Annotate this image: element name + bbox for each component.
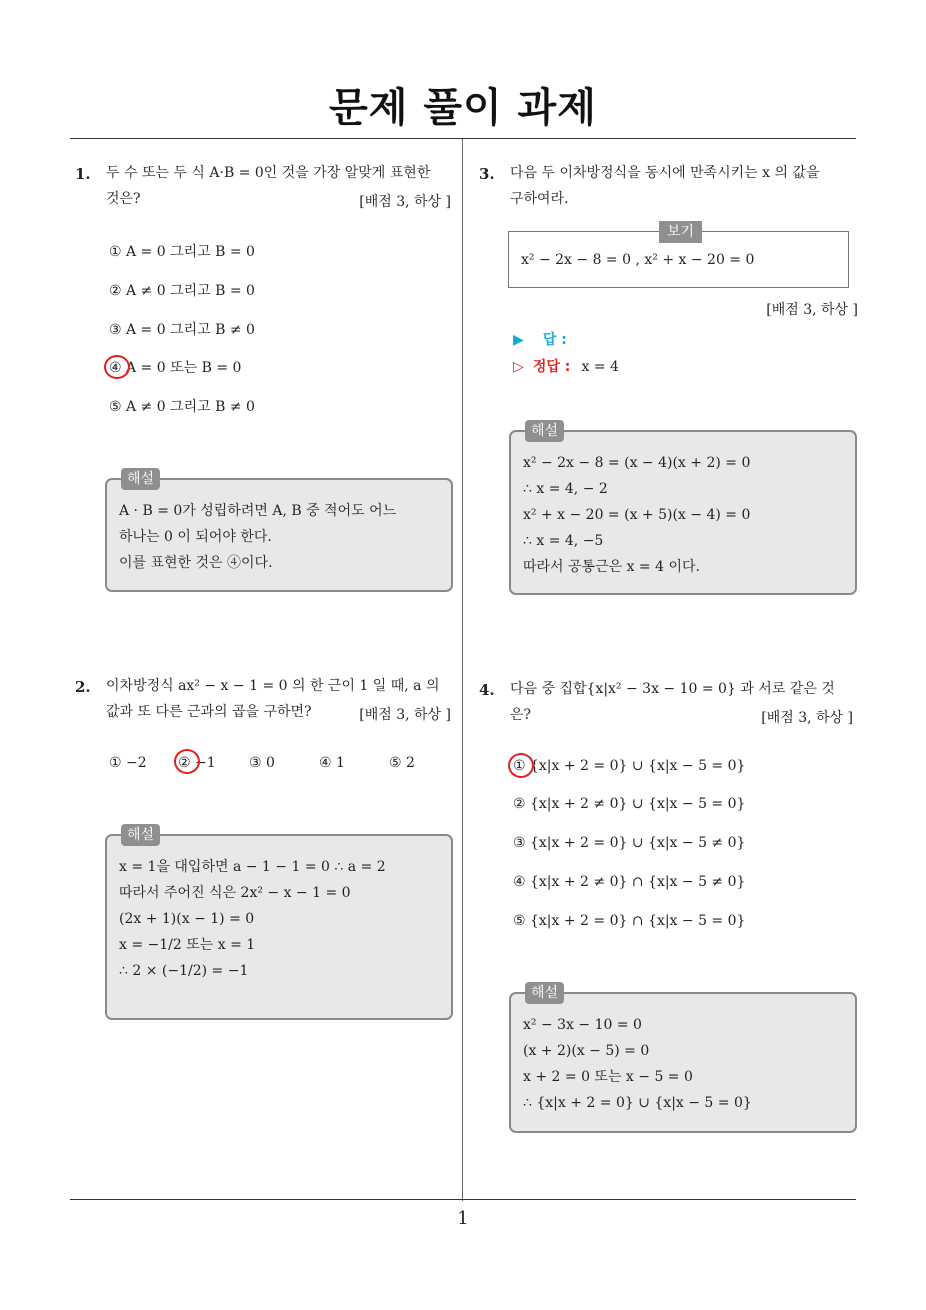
question-text-line-2: 값과 또 다른 근과의 곱을 구하면? xyxy=(106,704,312,720)
question-number: 2. xyxy=(75,678,91,696)
score-label: [배점 3, 하상 ] xyxy=(359,194,451,210)
choice-3[interactable]: ③ 0 xyxy=(249,755,275,771)
header-divider xyxy=(70,138,856,139)
choice-2[interactable]: ② A ≠ 0 그리고 B = 0 xyxy=(109,283,255,299)
solution-line: (2x + 1)(x − 1) = 0 xyxy=(119,911,255,927)
question-number: 1. xyxy=(75,165,91,183)
solution-line: x + 2 = 0 또는 x − 5 = 0 xyxy=(523,1069,693,1085)
solution-line: x² − 3x − 10 = 0 xyxy=(523,1017,642,1033)
selected-answer-circle xyxy=(174,749,200,774)
question-text-line-1: 이차방정식 ax² − x − 1 = 0 의 한 근이 1 일 때, a 의 xyxy=(106,678,440,694)
solution-label: 해설 xyxy=(525,420,564,442)
solution-box-1 xyxy=(105,471,453,592)
solution-line: x² − 2x − 8 = (x − 4)(x + 2) = 0 xyxy=(523,455,751,471)
question-number: 3. xyxy=(479,165,495,183)
choice-5[interactable]: ⑤ A ≠ 0 그리고 B ≠ 0 xyxy=(109,399,255,415)
selected-answer-circle xyxy=(508,753,534,778)
correct-answer-row xyxy=(513,356,619,376)
solution-line: x = −1/2 또는 x = 1 xyxy=(119,937,256,953)
score-label: [배점 3, 하상 ] xyxy=(761,710,853,726)
choice-3[interactable]: ③ {x|x + 2 = 0} ∪ {x|x − 5 ≠ 0} xyxy=(513,835,746,851)
question-text-line-1: 다음 두 이차방정식을 동시에 만족시키는 x 의 값을 xyxy=(510,165,820,181)
choice-4[interactable]: ④ 1 xyxy=(319,755,345,771)
question-number: 4. xyxy=(479,681,495,699)
solution-box-4 xyxy=(509,985,857,1133)
solution-label: 해설 xyxy=(121,468,160,490)
column-divider xyxy=(462,139,463,1201)
selected-answer-circle xyxy=(104,355,130,379)
choice-5[interactable]: ⑤ 2 xyxy=(389,755,415,771)
solution-line: ∴ 2 × (−1/2) = −1 xyxy=(119,963,249,979)
choice-2[interactable]: ② −1 xyxy=(178,755,216,771)
answer-play-icon: ▶ xyxy=(513,332,524,348)
example-box xyxy=(508,224,849,288)
choice-1[interactable]: ① A = 0 그리고 B = 0 xyxy=(109,244,255,260)
solution-line: 하나는 0 이 되어야 한다. xyxy=(119,529,272,545)
choice-3[interactable]: ③ A = 0 그리고 B ≠ 0 xyxy=(109,322,255,338)
question-text-line-1: 다음 중 집합{x|x² − 3x − 10 = 0} 과 서로 같은 것 xyxy=(510,681,835,697)
solution-line: 이를 표현한 것은 ④이다. xyxy=(119,555,273,571)
solution-line: (x + 2)(x − 5) = 0 xyxy=(523,1043,650,1059)
score-label: [배점 3, 하상 ] xyxy=(359,707,451,723)
solution-box-3 xyxy=(509,423,857,595)
choice-1[interactable]: ① {x|x + 2 = 0} ∪ {x|x − 5 = 0} xyxy=(513,758,746,774)
choice-5[interactable]: ⑤ {x|x + 2 = 0} ∩ {x|x − 5 = 0} xyxy=(513,913,746,929)
choice-4[interactable]: ④ A = 0 또는 B = 0 xyxy=(109,360,242,376)
example-label: 보기 xyxy=(659,221,702,243)
question-text-line-2: 것은? xyxy=(106,191,141,207)
solution-line: ∴ {x|x + 2 = 0} ∪ {x|x − 5 = 0} xyxy=(523,1095,752,1111)
answer-label: 답 : xyxy=(542,332,567,348)
answer-row xyxy=(513,329,567,349)
solution-line: x² + x − 20 = (x + 5)(x − 4) = 0 xyxy=(523,507,751,523)
solution-line: A · B = 0가 성립하려면 A, B 중 적어도 어느 xyxy=(119,503,397,519)
solution-box-2 xyxy=(105,827,453,1020)
solution-label: 해설 xyxy=(121,824,160,846)
score-label: [배점 3, 하상 ] xyxy=(766,302,858,318)
question-text-line-2: 구하여라. xyxy=(510,191,569,207)
solution-line: ∴ x = 4, − 2 xyxy=(523,481,608,497)
solution-line: 따라서 주어진 식은 2x² − x − 1 = 0 xyxy=(119,885,351,901)
page-number: 1 xyxy=(457,1208,469,1229)
solution-line: ∴ x = 4, −5 xyxy=(523,533,604,549)
question-text-line-2: 은? xyxy=(510,707,532,723)
correct-label: 정답 : xyxy=(532,359,571,375)
footer-divider xyxy=(70,1199,856,1200)
solution-line: x = 1을 대입하면 a − 1 − 1 = 0 ∴ a = 2 xyxy=(119,859,386,875)
correct-value: x = 4 xyxy=(581,359,619,375)
solution-line: 따라서 공통근은 x = 4 이다. xyxy=(523,559,700,575)
correct-triangle-icon: ▷ xyxy=(513,359,524,375)
solution-label: 해설 xyxy=(525,982,564,1004)
example-equations: x² − 2x − 8 = 0 , x² + x − 20 = 0 xyxy=(521,252,755,268)
choice-1[interactable]: ① −2 xyxy=(109,755,147,771)
question-text-line-1: 두 수 또는 두 식 A·B = 0인 것을 가장 알맞게 표현한 xyxy=(106,165,431,181)
choice-2[interactable]: ② {x|x + 2 ≠ 0} ∪ {x|x − 5 = 0} xyxy=(513,796,746,812)
choice-4[interactable]: ④ {x|x + 2 ≠ 0} ∩ {x|x − 5 ≠ 0} xyxy=(513,874,746,890)
page-title: 문제 풀이 과제 xyxy=(329,85,597,131)
